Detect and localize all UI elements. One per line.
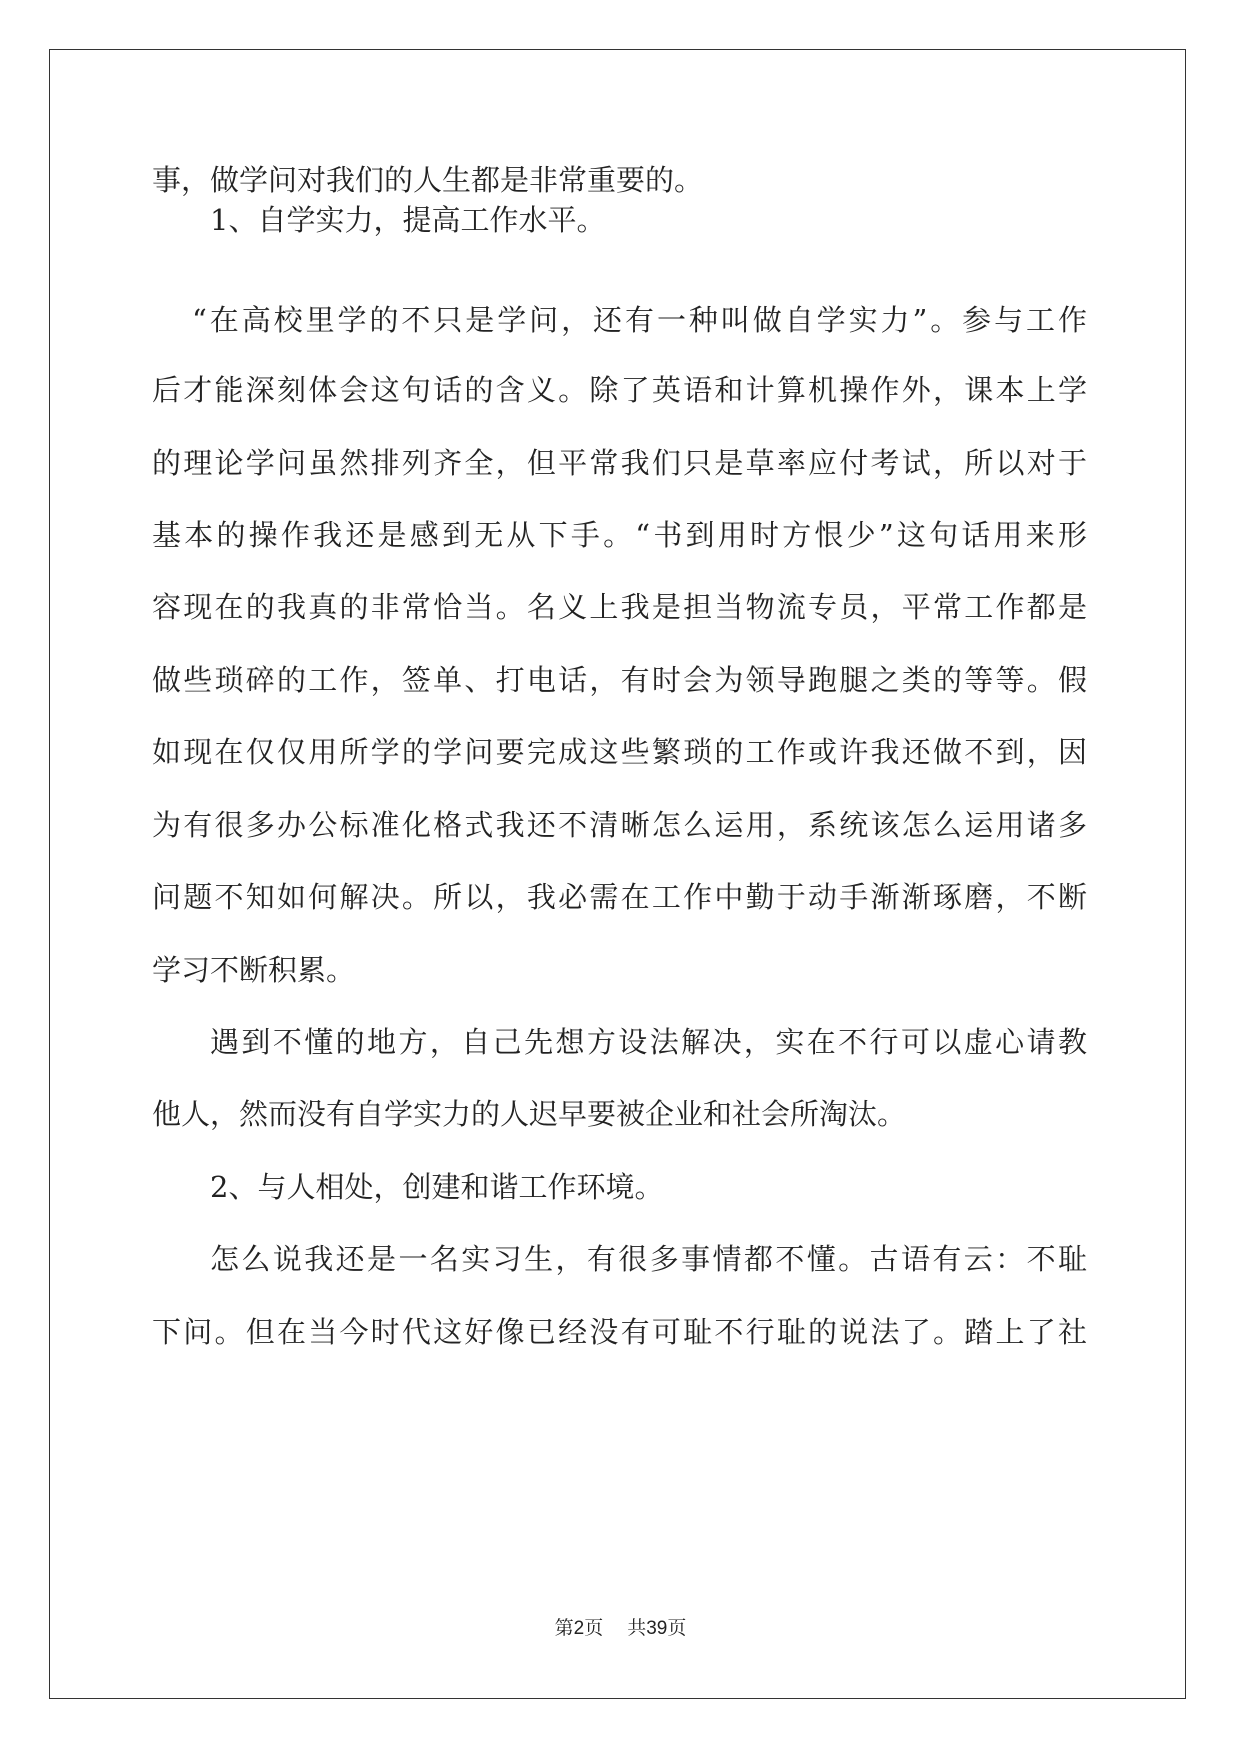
paragraph-line: 的理论学问虽然排列齐全，但平常我们只是草率应付考试，所以对于 <box>152 446 1087 480</box>
page-border <box>49 49 1186 1699</box>
total-prefix: 共 <box>627 1617 647 1639</box>
page-unit: 页 <box>584 1617 604 1639</box>
total-unit: 页 <box>667 1617 687 1639</box>
section-heading: 2、与人相处，创建和谐工作环境。 <box>210 1170 664 1204</box>
paragraph-line: 问题不知如何解决。所以，我必需在工作中勤于动手渐渐琢磨，不断 <box>152 880 1087 914</box>
paragraph-line: 后才能深刻体会这句话的含义。除了英语和计算机操作外，课本上学 <box>152 373 1087 407</box>
paragraph-line: 容现在的我真的非常恰当。名义上我是担当物流专员，平常工作都是 <box>152 590 1087 624</box>
paragraph-line: 学习不断积累。 <box>152 953 356 987</box>
paragraph-line: 基本的操作我还是感到无从下手。“书到用时方恨少”这句话用来形 <box>152 518 1087 552</box>
page-prefix: 第 <box>554 1617 574 1639</box>
paragraph-line: 为有很多办公标准化格式我还不清晰怎么运用，系统该怎么运用诸多 <box>152 808 1087 842</box>
paragraph-line: 如现在仅仅用所学的学问要完成这些繁琐的工作或许我还做不到，因 <box>152 735 1087 769</box>
paragraph-line: “在高校里学的不只是学问，还有一种叫做自学实力”。参与工作 <box>192 303 1087 337</box>
paragraph-line: 怎么说我还是一名实习生，有很多事情都不懂。古语有云：不耻 <box>210 1242 1087 1276</box>
section-heading: 1、自学实力，提高工作水平。 <box>210 203 606 237</box>
page-current: 2 <box>573 1618 585 1639</box>
page-footer <box>0 1613 1241 1640</box>
paragraph-line: 事，做学问对我们的人生都是非常重要的。 <box>152 163 704 197</box>
paragraph-line: 遇到不懂的地方，自己先想方设法解决，实在不行可以虚心请教 <box>210 1025 1087 1059</box>
paragraph-line: 做些琐碎的工作，签单、打电话，有时会为领导跑腿之类的等等。假 <box>152 663 1087 697</box>
page-total: 39 <box>646 1618 668 1639</box>
paragraph-line: 他人，然而没有自学实力的人迟早要被企业和社会所淘汰。 <box>152 1097 907 1131</box>
paragraph-line: 下问。但在当今时代这好像已经没有可耻不行耻的说法了。踏上了社 <box>152 1315 1087 1349</box>
